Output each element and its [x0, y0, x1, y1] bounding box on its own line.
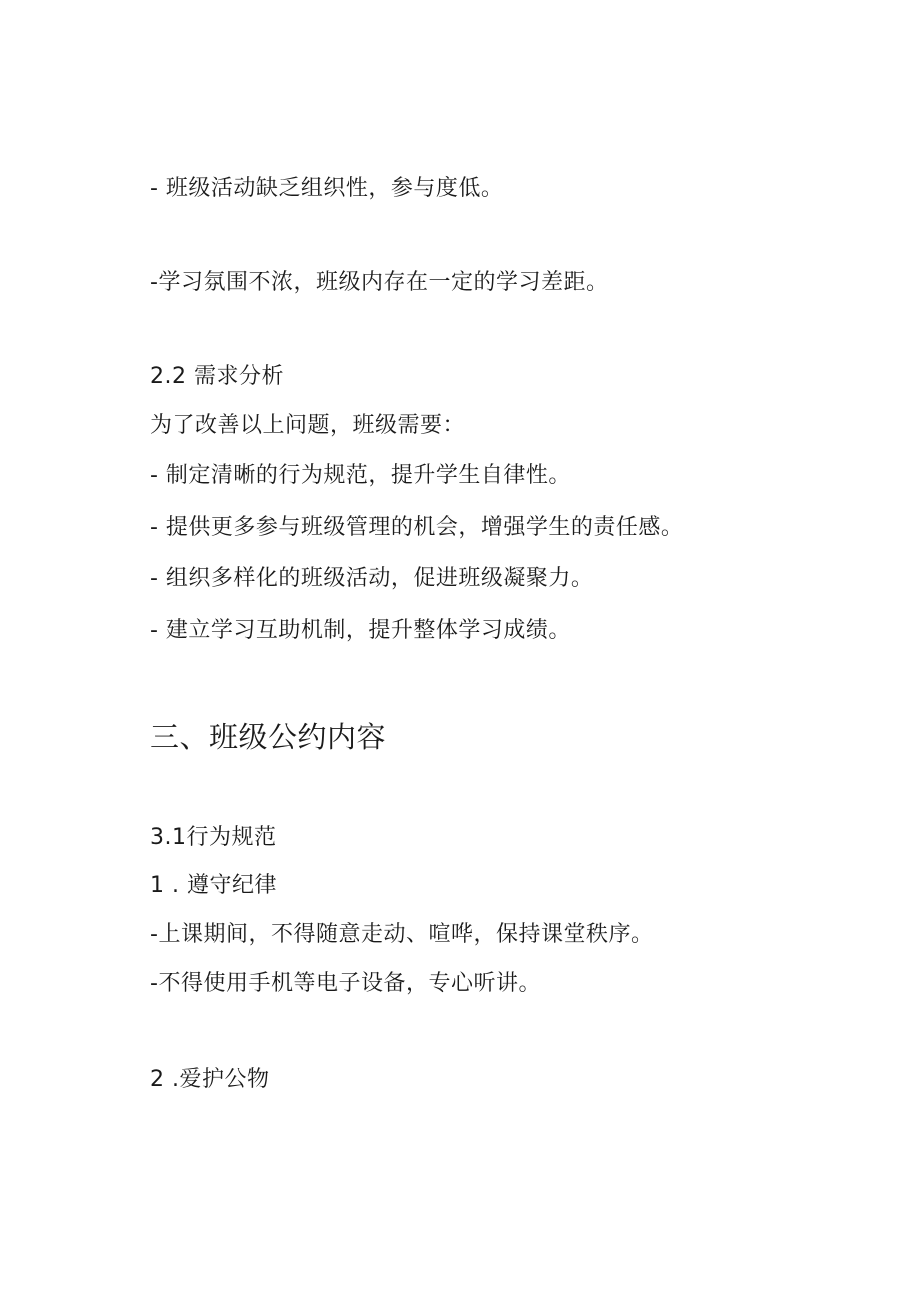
issue-line-2: -学习氛围不浓，班级内存在一定的学习差距。 — [150, 270, 609, 295]
subsection-title-2-2: 2.2 需求分析 — [150, 364, 284, 389]
section-heading-3: 三、班级公约内容 — [150, 720, 387, 754]
rule-1-line-2: -不得使用手机等电子设备，专心听讲。 — [150, 971, 541, 996]
subsection-title-3-1: 3.1行为规范 — [150, 825, 277, 850]
needs-item-1: - 制定清晰的行为规范，提升学生自律性。 — [150, 463, 571, 488]
needs-item-4: - 建立学习互助机制，提升整体学习成绩。 — [150, 618, 571, 643]
rule-title-2: 2 .爱护公物 — [150, 1067, 270, 1092]
needs-item-2: - 提供更多参与班级管理的机会，增强学生的责任感。 — [150, 515, 684, 540]
needs-intro: 为了改善以上问题，班级需要： — [150, 413, 466, 438]
rule-1-line-1: -上课期间，不得随意走动、喧哗，保持课堂秩序。 — [150, 922, 654, 947]
issue-line-1: - 班级活动缺乏组织性，参与度低。 — [150, 176, 504, 201]
needs-item-3: - 组织多样化的班级活动，促进班级凝聚力。 — [150, 566, 594, 591]
rule-title-1: 1 . 遵守纪律 — [150, 873, 277, 898]
